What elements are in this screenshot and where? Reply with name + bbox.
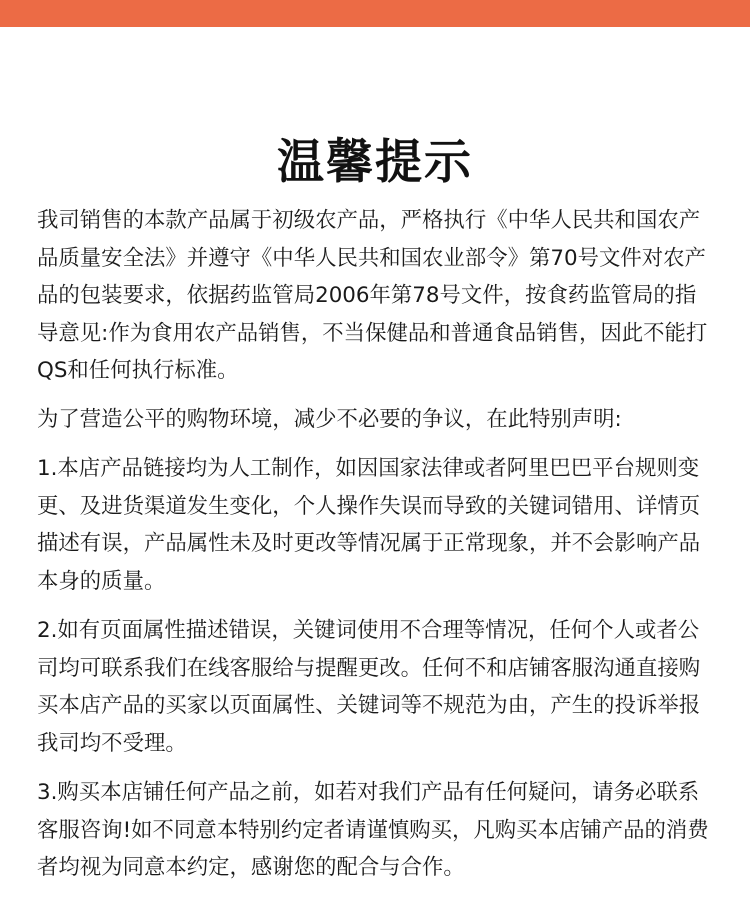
paragraph-clause-3: 3.购买本店铺任何产品之前，如若对我们产品有任何疑问，请务必联系客服咨询!如不同意本特别约定者请谨慎购买，凡购买本店铺产品的消费者均视为同意本约定，感谢您的配合与合作。 [37, 780, 709, 880]
paragraph-legal-statement: 我司销售的本款产品属于初级农产品，严格执行《中华人民共和国农产品质量安全法》并遵守《中华人民共和国农业部令》第70号文件对农产品的包装要求，依据药监管局2006年第78号文件，按食药监管局的指导意见:作为食用农产品销售，不当保健品和普通食品销售，因此不能打QS和任何执行标准。 [37, 208, 708, 383]
top-accent-bar [0, 0, 750, 27]
page-title: 温馨提示 [277, 135, 473, 191]
notice-body [37, 202, 717, 899]
paragraph-clause-1: 1.本店产品链接均为人工制作，如因国家法律或者阿里巴巴平台规则变更、及进货渠道发生变化，个人操作失误而导致的关键词错用、详情页描述有误，产品属性未及时更改等情况属于正常现象，并不会影响产品本身的质量。 [37, 456, 701, 594]
paragraph-declaration-intro: 为了营造公平的购物环境，减少不必要的争议，在此特别声明: [37, 406, 622, 432]
paragraph-clause-2: 2.如有页面属性描述错误，关键词使用不合理等情况，任何个人或者公司均可联系我们在线客服给与提醒更改。任何不和店铺客服沟通直接购买本店产品的买家以页面属性、关键词等不规范为由，产生的投诉举报我司均不受理。 [37, 618, 701, 756]
